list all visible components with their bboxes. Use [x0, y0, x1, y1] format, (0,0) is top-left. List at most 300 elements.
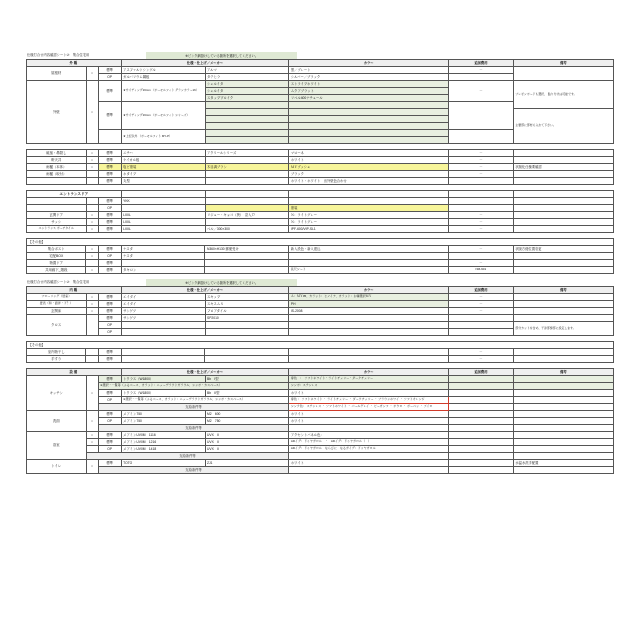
extra-cell [448, 425, 513, 432]
selection-mark[interactable]: ○ [86, 212, 98, 219]
remarks-cell [513, 390, 613, 397]
maker-cell: メアミンUV0M 1116 [121, 432, 205, 439]
grade-label: 標準 [98, 164, 121, 171]
grade-label: 標準 [98, 267, 121, 274]
selection-mark[interactable]: ○ [86, 157, 98, 164]
maker-cell: ★サイディング16mm （ボーモルフィト グランカラー16） [121, 81, 205, 102]
maker-cell: LIXIL [121, 212, 205, 219]
extra-cell: － [448, 164, 513, 171]
color-cell: マローネ [289, 150, 449, 157]
maker-cell: ガルバリウム鋼板 [121, 74, 205, 81]
top-green-note: ※ピンク網掛けしている箇所を選択してください。 [146, 52, 297, 59]
grade-label: 標準 [98, 212, 121, 219]
table-row [27, 164, 614, 171]
maker2-cell: UVX II [205, 432, 289, 439]
selection-mark[interactable]: ○ [86, 67, 98, 81]
table-row [27, 460, 614, 467]
maker2-cell [205, 329, 289, 336]
table-row [27, 294, 614, 301]
selection-mark[interactable] [86, 198, 98, 205]
grade-label: OP [98, 322, 121, 329]
grade-label: 標準 [98, 294, 121, 301]
entrance-table [26, 190, 614, 233]
remarks-cell [513, 467, 613, 474]
mid-green-note: ※ピンク網掛けしている箇所を選択してください。 [146, 279, 297, 286]
grade-label: 標準 [98, 315, 121, 322]
remarks-cell [513, 253, 613, 260]
equipment-header-row [27, 369, 614, 376]
col-maker: 仕様・仕上げ／メーカー [121, 287, 289, 294]
table-row [27, 404, 614, 411]
color-cell [289, 260, 449, 267]
selection-mark[interactable]: ○ [86, 376, 98, 411]
selection-mark[interactable]: ○ [86, 267, 98, 274]
remarks-cell [513, 349, 613, 356]
extra-cell [448, 460, 513, 467]
table-row [27, 260, 614, 267]
other1-title: 【その他】 [27, 239, 614, 246]
table-row [27, 356, 614, 363]
selection-mark[interactable] [86, 446, 98, 453]
grade-label: 標準 [98, 171, 121, 178]
color-cell [289, 329, 449, 336]
exterior-header-row [27, 60, 614, 67]
supply-note-cell: 支給条件等 [98, 467, 289, 474]
maker-cell: ★上記以外 （ボーモルフィト MY‐P） [121, 130, 205, 144]
selection-mark[interactable] [86, 178, 98, 185]
top-note: 仕様打合せ内容確認シート② 集合住宅用 [27, 52, 90, 57]
maker-note-cell: ※選択・一覧等（ふるベース、カラット：ニューデラクトガラウル、シンボ・カスベース） [121, 397, 289, 404]
row-category: クロス [27, 315, 87, 336]
col-remarks: 備考 [513, 60, 613, 67]
selection-mark[interactable]: ○ [86, 411, 98, 432]
remarks-cell [513, 308, 613, 315]
maker2-cell: フロアタイル [205, 308, 289, 315]
grade-label: 標準 [98, 219, 121, 226]
color-cell [289, 349, 449, 356]
row-category: 破風・鼻隠し [27, 150, 87, 157]
selection-mark[interactable] [86, 260, 98, 267]
col-color: カラー [289, 369, 449, 376]
equipment-table [26, 368, 614, 474]
maker-cell: ★サイディング16mm （ボーモルフィト シリーズ） [121, 102, 205, 130]
maker2-cell [205, 109, 289, 116]
maker2-cell [205, 198, 289, 205]
table-row [27, 226, 614, 233]
table-row [27, 67, 614, 74]
supply-note-cell: 支給条件等 [98, 404, 289, 411]
color-cell: ホワイト [289, 418, 449, 425]
color-cell: ブラック [289, 171, 449, 178]
exterior-block [26, 59, 614, 144]
maker2-cell: ZJ1 [205, 460, 289, 467]
extra-cell [448, 198, 513, 205]
maker2-cell [205, 157, 289, 164]
remarks-cell: 主要部に部材も入れて下さい。 [513, 109, 613, 144]
other1-block [26, 238, 614, 274]
selection-mark[interactable]: ○ [86, 246, 98, 253]
maker2-cell: タテヒラ [205, 74, 289, 81]
maker-cell [121, 329, 205, 336]
row-category [27, 205, 87, 212]
grade-label: 標準 [98, 376, 121, 383]
color-cell [289, 109, 449, 116]
maker-cell: アスファルトシングル [121, 67, 205, 74]
maker2-cell [205, 322, 289, 329]
grade-label: OP [98, 74, 121, 81]
selection-mark[interactable]: ○ [86, 308, 98, 315]
selection-mark[interactable]: ○ [86, 150, 98, 157]
extra-cell: － [448, 349, 513, 356]
remarks-cell [513, 383, 613, 390]
table-row [27, 81, 614, 88]
selection-mark[interactable]: ○ [86, 253, 98, 260]
color-cell [289, 123, 449, 130]
remarks-cell [513, 219, 613, 226]
remarks-cell [513, 301, 613, 308]
remarks-cell [513, 205, 613, 212]
color-cell: ホワイト [289, 460, 449, 467]
maker2-cell: M2 600 [205, 411, 289, 418]
row-category: 共用廊下_階段 [27, 267, 86, 274]
table-row [27, 150, 614, 157]
remarks-cell [513, 446, 613, 453]
grade-label: OP [98, 446, 121, 453]
extra-cell [448, 453, 513, 460]
row-category [27, 178, 87, 185]
color-cell [289, 116, 449, 123]
table-row [27, 439, 614, 446]
table-row [27, 425, 614, 432]
section-title-exterior: 外観 [27, 60, 122, 67]
table-row [27, 198, 614, 205]
extra-cell: － [448, 81, 513, 102]
remarks-cell: 水温水洗手配置 [513, 460, 613, 467]
col-extra: 追加費用 [448, 287, 513, 294]
row-category: 室内物干し [27, 349, 86, 356]
maker2-cell: アルマ [205, 67, 289, 74]
extra-cell [448, 178, 513, 185]
row-category: 畳表（和・面洋・ド？） [27, 301, 87, 308]
maker2-cell: M2 750 [205, 418, 289, 425]
row-category: 物置ドア [27, 260, 86, 267]
remarks-cell [513, 418, 613, 425]
exterior-table [26, 59, 614, 144]
grade-label: 標準 [98, 150, 121, 157]
color-cell: シンボ：ステンレス [289, 383, 449, 390]
remarks-cell [513, 267, 613, 274]
col-maker: 仕様・仕上げ／メーカー [121, 60, 289, 67]
top-note-row [26, 52, 614, 59]
extra-cell [448, 446, 513, 453]
color-cell: リベル400ナチュール [289, 95, 449, 102]
row-category: 集合ポスト [27, 246, 86, 253]
table-row [27, 308, 614, 315]
col-color: カラー [289, 60, 449, 67]
maker2-cell [205, 267, 289, 274]
color-cell: 新入設色・新入建込 [289, 246, 449, 253]
remarks-cell [513, 425, 613, 432]
color-cell [289, 453, 449, 460]
maker-cell [121, 356, 205, 363]
table-row [27, 432, 614, 439]
extra-cell [448, 418, 513, 425]
table-row [27, 157, 614, 164]
color-cell [289, 253, 449, 260]
color-cell: ＭＹブッシュ [289, 164, 449, 171]
maker-cell: LIXIL [121, 226, 205, 233]
remarks-cell [513, 397, 613, 404]
col-color: カラー [289, 287, 449, 294]
row-category: フローリング（居室） [27, 294, 87, 301]
color-cell: IS‐2008 [289, 308, 449, 315]
maker2-cell [205, 137, 289, 144]
remarks-cell [513, 453, 613, 460]
remarks-cell [513, 178, 613, 185]
remarks-cell [513, 226, 613, 233]
selection-mark[interactable]: ○ [86, 439, 98, 446]
extra-cell: － [448, 226, 513, 233]
remarks-cell: 状版方便位置変更 [513, 246, 613, 253]
maker2-cell: リジュー・キョコ（狭） 窓入戸 [205, 212, 289, 219]
maker-cell: エイダイ [121, 301, 205, 308]
remarks-cell [513, 315, 613, 322]
table-row [27, 205, 614, 212]
selection-mark[interactable]: ○ [86, 460, 98, 474]
remarks-cell [513, 171, 613, 178]
extra-cell [448, 397, 513, 404]
table-row [27, 349, 614, 356]
table-row [27, 301, 614, 308]
maker2-cell: スタッププロイク [205, 95, 289, 102]
exterior2-block [26, 149, 614, 185]
grade-label: 標準 [98, 260, 121, 267]
color-cell [289, 322, 449, 329]
section-title-equipment: 設備 [27, 369, 122, 376]
color-cell: ホワイト・ホワイト 出外壁色合わせ [289, 178, 449, 185]
table-row [27, 446, 614, 453]
color-cell[interactable]: 扉色 ： ソフトホワイト ・ ライトチェリー ・ ダークチェリー ・ ブラウンホワイ ・ ソフトオレンジ [289, 397, 449, 404]
extra-cell [448, 383, 513, 390]
maker2-cell: スキップ [205, 294, 289, 301]
remarks-cell [513, 404, 613, 411]
table-row [27, 467, 614, 474]
col-extra: 追加費用 [448, 60, 513, 67]
maker2-cell: 木目調ブラン [205, 164, 289, 171]
selection-mark[interactable]: ○ [86, 301, 98, 308]
table-row [27, 383, 614, 390]
color-cell: Ｎ：ライトグレー [289, 219, 449, 226]
grade-label: OP [98, 329, 121, 336]
maker-cell: TOTO [121, 460, 205, 467]
grade-label: 標準 [98, 157, 121, 164]
remarks-cell [513, 376, 613, 383]
color-cell: ムクアブラット [289, 88, 449, 95]
color-cell: 長尺シート [289, 267, 449, 274]
maker-cell: 丸型 [121, 178, 205, 185]
maker2-cell: シェルイタ [205, 88, 289, 95]
remarks-cell [513, 432, 613, 439]
extra-cell: － [448, 150, 513, 157]
maker-cell [121, 260, 205, 267]
color-cell [289, 137, 449, 144]
row-category: エントランス ポーチタイル [27, 226, 87, 233]
extra-cell: － [448, 246, 513, 253]
table-row [27, 376, 614, 383]
selection-mark[interactable] [86, 349, 98, 356]
selection-mark[interactable] [86, 356, 98, 363]
maker-cell: LIXIL [121, 219, 205, 226]
maker2-cell: スキスムＳ [205, 301, 289, 308]
extra-cell [448, 130, 513, 144]
maker2-cell: UVX II [205, 439, 289, 446]
maker2-cell [205, 130, 289, 137]
extra-cell [448, 390, 513, 397]
grade-label: OP [98, 397, 121, 404]
extra-cell: － [448, 260, 513, 267]
color-cell: シルバー／ブラック [289, 74, 449, 81]
remarks-cell [513, 439, 613, 446]
selection-mark[interactable]: ○ [86, 164, 98, 171]
other1-table [26, 238, 614, 274]
col-remarks: 備考 [513, 369, 613, 376]
color-cell: ストライプホワイト [289, 81, 449, 88]
grade-label: OP [98, 418, 121, 425]
other2-title: 【その他】 [27, 342, 614, 349]
maker2-cell: Bb I型 [205, 376, 289, 383]
grade-label: OP [98, 253, 121, 260]
extra-cell [448, 376, 513, 383]
row-category: 外壁 [27, 81, 87, 144]
maker-cell [121, 349, 205, 356]
extra-cell: － [448, 212, 513, 219]
grade-label: 標準 [98, 81, 121, 102]
table-row [27, 411, 614, 418]
row-category: 屋根材 [27, 67, 87, 81]
maker2-cell [205, 219, 289, 226]
grade-label: 標準 [98, 67, 121, 74]
other2-table [26, 341, 614, 363]
maker2-cell: SP2010 [205, 315, 289, 322]
extra-cell: － [448, 157, 513, 164]
selection-mark[interactable] [86, 205, 98, 212]
extra-cell: － [448, 294, 513, 301]
grade-label: 標準 [98, 439, 121, 446]
maker2-cell [205, 171, 289, 178]
maker-cell: ニチハ [121, 150, 205, 157]
color-cell[interactable]: シンク色： ステンレス ・ ソフトホワイト ・ パールグレイ ・ ビーガンフ ・ ボウロ ・ ポーベッ ・ ブイロ [289, 404, 449, 411]
row-category: 玄関床 [27, 308, 87, 315]
selection-mark[interactable]: ○ [86, 432, 98, 439]
maker-cell: ナスタ [121, 253, 205, 260]
maker-note-cell: ※選択・一覧等（ふるベース、カラット：ニューデラクトガラウル、シンボ・カスベース） [98, 383, 289, 390]
maker-cell [121, 322, 205, 329]
remarks-cell [513, 294, 613, 301]
entrance-block [26, 190, 614, 233]
maker-cell: トクラス（W1800） [121, 376, 205, 383]
mid-note-row [26, 279, 614, 286]
row-category: トイレ [27, 460, 87, 474]
maker2-cell [205, 116, 289, 123]
grade-label: 標準 [98, 308, 121, 315]
table-row [27, 239, 614, 246]
extra-cell [448, 253, 513, 260]
row-category: 玄関ドア [27, 212, 87, 219]
maker2-cell: N360×H130 郵便受け [205, 246, 289, 253]
maker2-cell [205, 205, 289, 212]
table-row [27, 267, 614, 274]
table-row [27, 342, 614, 349]
maker2-cell [205, 123, 289, 130]
maker2-cell: Bb II型 [205, 390, 289, 397]
remarks-cell [513, 150, 613, 157]
row-category: サッシ [27, 219, 87, 226]
remarks-cell [513, 212, 613, 219]
equipment-block [26, 368, 614, 474]
color-cell: ADイグ：ドゥヤガロル ・ ADイグ：ドゥヤガロル（ ） [289, 439, 449, 446]
selection-mark[interactable]: ○ [86, 219, 98, 226]
grade-label: 標準 [98, 226, 121, 233]
extra-cell [448, 439, 513, 446]
maker-cell: サンゲツ [121, 315, 205, 322]
exterior2-table [26, 149, 614, 185]
color-cell: PH [289, 301, 449, 308]
extra-cell: － [448, 356, 513, 363]
col-remarks: 備考 [513, 287, 613, 294]
maker2-cell [205, 253, 289, 260]
grade-label: 標準 [98, 411, 121, 418]
table-row [27, 453, 614, 460]
extra-cell: － [448, 301, 513, 308]
interior-table [26, 286, 614, 336]
remarks-cell [513, 411, 613, 418]
color-cell: ホワイト [289, 157, 449, 164]
other2-block [26, 341, 614, 363]
table-row [27, 246, 614, 253]
supply-note-cell: 支給条件等 [86, 453, 289, 460]
maker-cell: サンゲツ [121, 308, 205, 315]
maker-cell: トクラス（W1800） [121, 390, 205, 397]
selection-mark[interactable]: ○ [86, 226, 98, 233]
grade-label: OP [98, 205, 121, 212]
color-cell: 塗装 [289, 205, 449, 212]
extra-cell: － [448, 171, 513, 178]
maker2-cell [205, 178, 289, 185]
interior-block [26, 286, 614, 336]
remarks-cell [513, 67, 613, 81]
grade-label: 標準 [98, 198, 121, 205]
extra-cell: － [448, 67, 513, 74]
color-cell [289, 130, 449, 137]
selection-mark[interactable] [86, 315, 98, 336]
maker-cell: ナスタ [121, 246, 205, 253]
maker-cell: メアミン750 [121, 411, 205, 418]
selection-mark[interactable]: ○ [86, 294, 98, 301]
extra-cell [448, 322, 513, 329]
supply-note-cell: 支給条件等 [98, 425, 289, 432]
extra-cell [448, 404, 513, 411]
selection-mark[interactable]: ○ [86, 81, 98, 144]
maker-cell: タキロン [121, 267, 205, 274]
grade-label: 標準 [98, 349, 121, 356]
table-row [27, 322, 614, 329]
interior-header-row [27, 287, 614, 294]
color-cell [289, 425, 449, 432]
selection-mark[interactable] [86, 171, 98, 178]
maker2-cell: シェルイタ [205, 81, 289, 88]
extra-cell [448, 205, 513, 212]
maker-cell: メアミン750 [121, 418, 205, 425]
